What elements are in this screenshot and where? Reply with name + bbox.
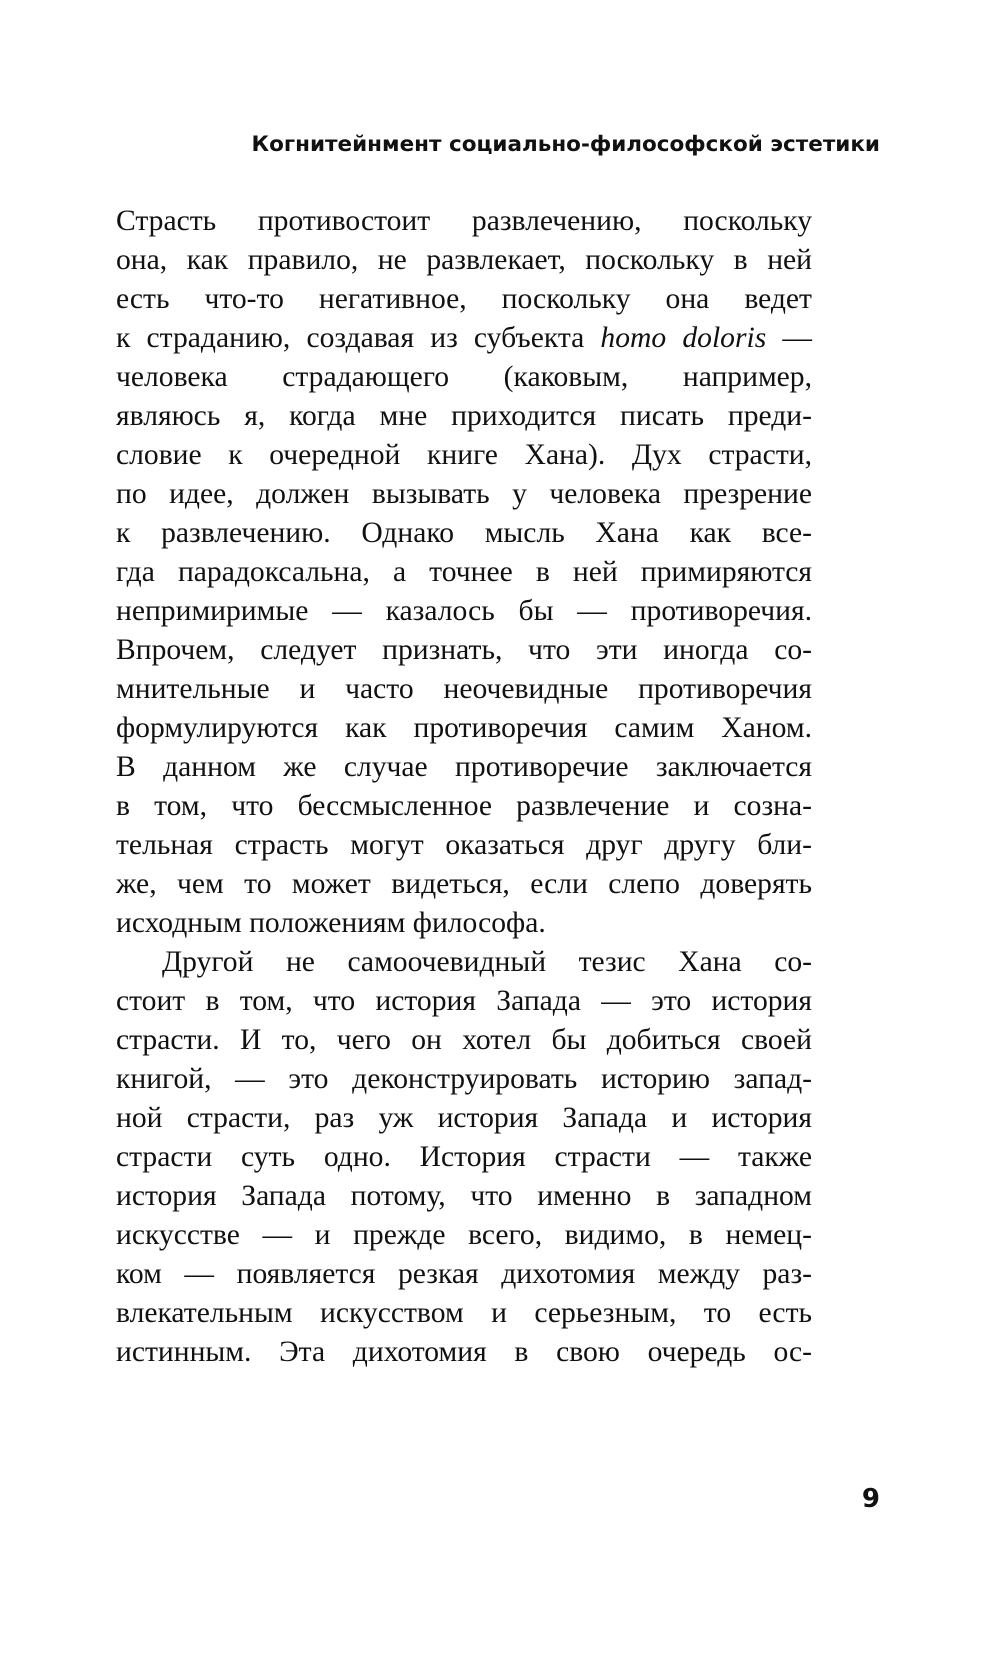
text-line: есть что-то негативное, поскольку она ведет xyxy=(116,283,812,315)
text-line: к развлечению. Однако мысль Хана как все- xyxy=(116,517,812,549)
text-line: она, как правило, не развлекает, поскольку в ней xyxy=(116,244,812,276)
page-number: 9 xyxy=(861,1484,880,1514)
text-line: влекательным искусством и серьезным, то есть xyxy=(116,1297,812,1329)
body-text xyxy=(116,202,812,1372)
text-line: страсти суть одно. История страсти — также xyxy=(116,1141,812,1173)
text-line: Страсть противостоит развлечению, поскольку xyxy=(116,205,812,237)
text-line: стоит в том, что история Запада — это история xyxy=(116,985,812,1017)
text-line: ком — появляется резкая дихотомия между раз- xyxy=(116,1258,812,1290)
paragraph-2 xyxy=(116,943,812,1372)
text-line: тельная страсть могут оказаться друг другу бли- xyxy=(116,829,812,861)
text-line: страсти. И то, чего он хотел бы добиться своей xyxy=(116,1024,812,1056)
running-head: Когнитейнмент социально-философской эстетики xyxy=(251,132,880,157)
text-segment: — xyxy=(766,322,812,354)
text-line: являюсь я, когда мне приходится писать преди- xyxy=(116,400,812,432)
text-line: история Запада потому, что именно в западном xyxy=(116,1180,812,1212)
text-line: Другой не самоочевидный тезис Хана со- xyxy=(162,946,812,978)
italic-term: homo doloris xyxy=(600,322,767,354)
text-line: словие к очередной книге Хана). Дух страсти, xyxy=(116,439,812,471)
text-line: в том, что бессмысленное развлечение и созна- xyxy=(116,790,812,822)
text-line: гда парадоксальна, а точнее в ней примиряются xyxy=(116,556,812,588)
text-line: человека страдающего (каковым, например, xyxy=(116,361,812,393)
text-segment: к страданию, создавая из субъекта xyxy=(116,322,601,354)
text-line: Впрочем, следует признать, что эти иногда со- xyxy=(116,634,812,666)
text-line: исходным положениям философа. xyxy=(116,907,546,939)
paragraph-1 xyxy=(116,202,812,943)
text-line: по идее, должен вызывать у человека презрение xyxy=(116,478,812,510)
text-line: же, чем то может видеться, если слепо доверять xyxy=(116,868,812,900)
text-line: ной страсти, раз уж история Запада и история xyxy=(116,1102,812,1134)
text-line: книгой, — это деконструировать историю запад- xyxy=(116,1063,812,1095)
text-line: формулируются как противоречия самим Ханом. xyxy=(116,712,812,744)
text-line: непримиримые — казалось бы — противоречия. xyxy=(116,595,812,627)
text-line: В данном же случае противоречие заключается xyxy=(116,751,812,783)
text-line: мнительные и часто неочевидные противоречия xyxy=(116,673,812,705)
text-line: искусстве — и прежде всего, видимо, в немец- xyxy=(116,1219,812,1251)
text-line: истинным. Эта дихотомия в свою очередь ос- xyxy=(116,1336,812,1368)
text-line-with-italic xyxy=(116,319,812,358)
